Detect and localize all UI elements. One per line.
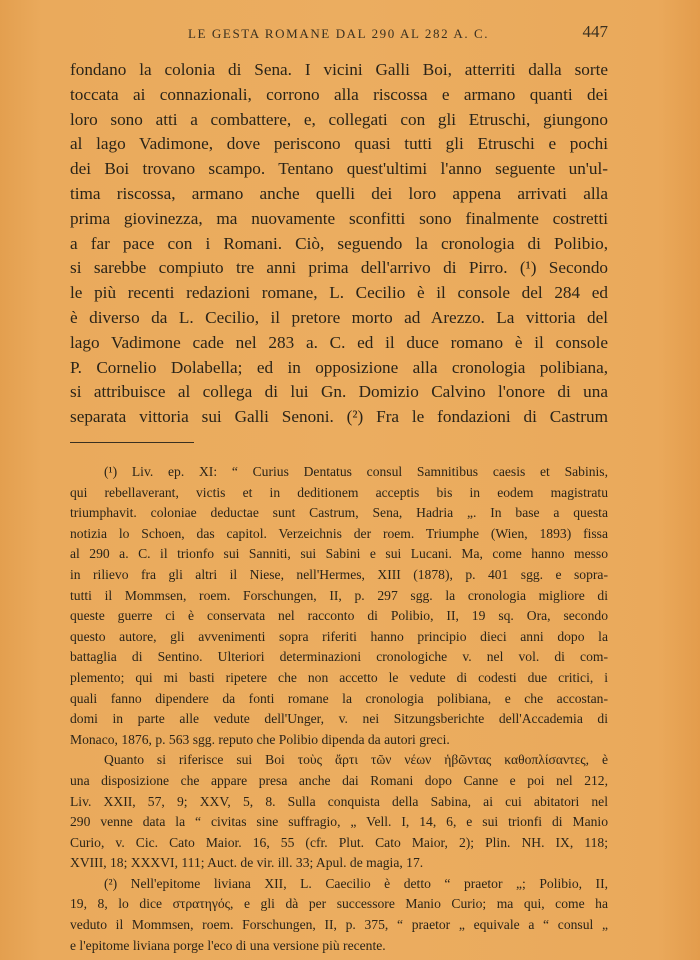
page-header bbox=[70, 22, 608, 46]
body-line: le più recenti redazioni romane, L. Cecilio è il console del 284 ed bbox=[70, 283, 608, 303]
body-text bbox=[70, 58, 608, 430]
footnote-line: queste guerre ci è conservata nel racconto di Polibio, II, 19 sq. Ora, secondo bbox=[70, 608, 608, 624]
footnote-line: Monaco, 1876, p. 563 sgg. reputo che Polibio dipenda da autori greci. bbox=[70, 731, 450, 747]
body-line: tima riscossa, armano anche quelli dei loro appena arrivati alla bbox=[70, 183, 608, 203]
body-line: a far pace con i Romani. Ciò, seguendo la cronologia di Polibio, bbox=[70, 233, 608, 253]
body-line: P. Cornelio Dolabella; ed in opposizione alla cronologia polibiana, bbox=[70, 357, 608, 377]
footnote-line: 290 venne data la “ civitas sine suffragio, „ Vell. I, 14, 6, e sui trionfi di Manio bbox=[70, 814, 608, 830]
footnote-line: questo autore, gli avvenimenti sopra riferiti hanno principio dieci anni dopo la bbox=[70, 628, 608, 644]
footnote-line: 19, 8, lo dice στρατηγός, e gli dà per successore Manio Curio; ma qui, come ha bbox=[70, 896, 608, 912]
running-head: LE GESTA ROMANE DAL 290 AL 282 A. C. bbox=[188, 26, 490, 41]
footnote-line: veduto il Mommsen, roem. Forschungen, II, p. 375, “ praetor „ equivale a “ consul „ bbox=[70, 917, 608, 933]
body-line: separata vittoria sui Galli Senoni. (²) Fra le fondazioni di Castrum bbox=[70, 407, 608, 427]
body-line: toccata ai connazionali, corrono alla riscossa e armano quanti dei bbox=[70, 84, 608, 104]
footnote-line: notizia lo Schoen, das capitol. Verzeichnis der roem. Triumphe (Wien, 1893) fissa bbox=[70, 525, 608, 541]
body-line: lago Vadimone cade nel 283 a. C. ed il duce romano è il console bbox=[70, 332, 608, 352]
footnote-line: domi in parte alle vedute dell'Unger, v. nei Sitzungsberichte dell'Accademia di bbox=[70, 711, 608, 727]
page-number: 447 bbox=[582, 22, 608, 41]
body-line: prima giovinezza, ma nuovamente sconfitti sono finalmente costretti bbox=[70, 208, 608, 228]
footnote-line: (¹) Liv. ep. XI: “ Curius Dentatus consul Samnitibus caesis et Sabinis, bbox=[104, 464, 608, 479]
footnote-line: (²) Nell'epitome liviana XII, L. Caecilio è detto “ praetor „; Polibio, II, bbox=[104, 875, 608, 891]
footnote-line: Curio, v. Cic. Cato Maior. 16, 55 (cfr. Plut. Cato Maior, 2); Plin. NH. IX, 118; bbox=[70, 834, 608, 850]
body-line: si sarebbe compiuto tre anni prima dell'arrivo di Pirro. (¹) Secondo bbox=[70, 258, 608, 278]
body-line: fondano la colonia di Sena. I vicini Galli Boi, atterriti dalla sorte bbox=[70, 60, 608, 79]
footnote-line: quali fanno dipendere da fonti romane la cronologia polibiana, e che accostan- bbox=[70, 690, 608, 706]
body-line: loro sono atti a combattere, e, collegati con gli Etruschi, giungono bbox=[70, 109, 608, 129]
footnote-rule bbox=[70, 442, 194, 443]
body-line: si attribuisce al collega di lui Gn. Domizio Calvino l'onore di una bbox=[70, 382, 608, 402]
footnote-line: Liv. XXII, 57, 9; XXV, 5, 8. Sulla conquista della Sabina, ai cui abitatori nel bbox=[70, 793, 608, 809]
footnote-line: una disposizione che appare presa anche dai Romani dopo Canne e poi nel 212, bbox=[70, 772, 608, 788]
body-line: al lago Vadimone, dove periscono quasi tutti gli Etruschi e pochi bbox=[70, 134, 608, 154]
footnote-line: in rilievo fra gli altri il Niese, nell'Hermes, XIII (1878), p. 401 sgg. e sopra- bbox=[70, 566, 608, 582]
footnote-line: battaglia di Sentino. Ulteriori determinazioni cronologiche v. nel vol. di com- bbox=[70, 649, 608, 665]
footnote-line: XVIII, 18; XXXVI, 111; Auct. de vir. ill. 33; Apul. de magia, 17. bbox=[70, 855, 424, 871]
footnote-line: e l'epitome liviana porge l'eco di una versione più recente. bbox=[70, 937, 386, 953]
footnote-line: triumphavit. coloniae deductae sunt Castrum, Sena, Hadria „. In base a questa bbox=[70, 505, 608, 521]
body-line: è diverso da L. Cecilio, il pretore morto ad Arezzo. La vittoria del bbox=[70, 307, 608, 327]
footnote-line: qui rebellaverant, victis et in deditionem acceptis bis in eodem magistratu bbox=[70, 484, 608, 500]
footnote-line: plemento; qui mi basti ripetere che non accetto le vedute di codesti due critici, i bbox=[70, 669, 608, 685]
footnote-line: al 290 a. C. il trionfo sui Sanniti, sui Sabini e sui Lucani. Ma, come hanno messo bbox=[70, 546, 608, 562]
footnote-line: tutti il Mommsen, roem. Forschungen, II, p. 297 sgg. la cronologia migliore di bbox=[70, 587, 608, 603]
body-line: dei Boi trovano scampo. Tentano quest'ultimi l'anno seguente un'ul- bbox=[70, 159, 608, 179]
footnote-line: Quanto si riferisce sui Boi τοὺς ἄρτι τῶν νέων ἡβῶντας καθοπλίσαντες, è bbox=[104, 752, 608, 768]
footnotes bbox=[70, 462, 608, 956]
